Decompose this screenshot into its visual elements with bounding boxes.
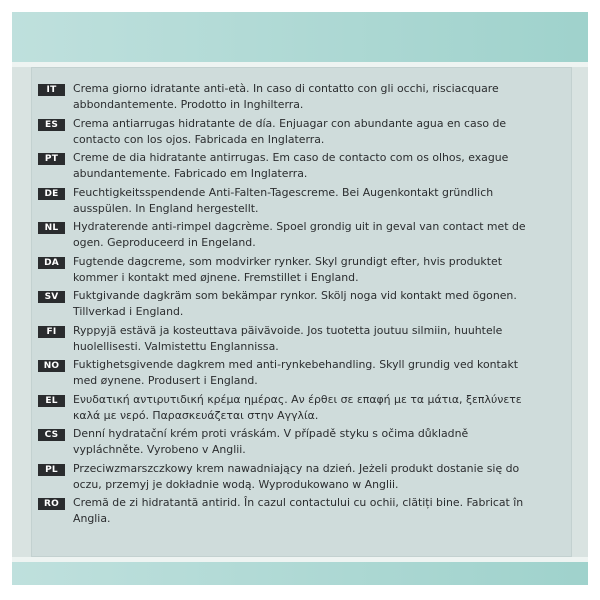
language-text: Cremă de zi hidratantă antirid. În cazul contactului cu ochii, clătiți bine. Fabricat în Anglia. [73, 496, 524, 525]
language-entry-pl [38, 461, 566, 496]
language-code-badge: SV [38, 291, 65, 303]
language-list [38, 81, 566, 530]
language-code-badge: EL [38, 395, 65, 407]
language-code-badge: FI [38, 326, 65, 338]
language-text: Crema giorno idratante anti-età. In caso di contatto con gli occhi, risciacquare abbondantemente. Prodotto in Inghilterra. [73, 82, 499, 111]
language-entry-no [38, 357, 566, 392]
language-code-badge: RO [38, 498, 65, 510]
language-entry-sv [38, 288, 566, 323]
language-text: Fuktighetsgivende dagkrem med anti-rynkebehandling. Skyll grundig ved kontakt med øynene. Produsert i England. [73, 358, 519, 387]
language-code-badge: IT [38, 84, 65, 96]
language-entry-es [38, 116, 566, 151]
language-code-badge: ES [38, 119, 65, 131]
language-code-badge: CS [38, 429, 65, 441]
language-text: Ενυδατική αντιρυτιδική κρέμα ημέρας. Αν έρθει σε επαφή με τα μάτια, ξεπλύνετε καλά με νερό. Παρασκευάζεται στην Αγγλία. [73, 392, 522, 422]
language-entry-nl [38, 219, 566, 254]
language-text: Hydraterende anti-rimpel dagcrème. Spoel grondig uit in geval van contact met de ogen. Geproduceerd in Engeland. [73, 220, 526, 249]
bottom-color-band [12, 562, 588, 585]
language-text: Creme de dia hidratante antirrugas. Em caso de contacto com os olhos, exague abundantemente. Fabricado em Inglaterra. [73, 151, 509, 180]
language-text: Crema antiarrugas hidratante de día. Enjuagar con abundante agua en caso de contacto con los ojos. Fabricada en Inglaterra. [73, 116, 507, 146]
language-entry-de [38, 185, 566, 220]
language-entry-it [38, 81, 566, 116]
language-text: Ryppyjä estävä ja kosteuttava päivävoide. Jos tuotetta joutuu silmiin, huuhtele huolellisesti. Valmistettu Englannissa. [73, 323, 503, 353]
language-entry-fi [38, 323, 566, 358]
language-code-badge: DE [38, 188, 65, 200]
language-code-badge: NO [38, 360, 65, 372]
language-code-badge: PT [38, 153, 65, 165]
language-entry-cs [38, 426, 566, 461]
language-text: Denní hydratační krém proti vráskám. V případě styku s očima důkladně vypláchněte. Vyrobeno v Anglii. [73, 427, 469, 456]
language-text: Fugtende dagcreme, som modvirker rynker. Skyl grundigt efter, hvis produktet kommer i kontakt med øjnene. Fremstillet i England. [73, 254, 502, 284]
language-text: Feuchtigkeitsspendende Anti-Falten-Tagescreme. Bei Augenkontakt gründlich ausspülen. In England hergestellt. [73, 185, 494, 215]
language-code-badge: PL [38, 464, 65, 476]
language-text: Przeciwzmarszczkowy krem nawadniający na dzień. Jeżeli produkt dostanie się do oczu, przemyj je dokładnie wodą. Wyprodukowano w Anglii. [73, 461, 520, 491]
language-entry-ro [38, 495, 566, 530]
language-text: Fuktgivande dagkräm som bekämpar rynkor. Skölj noga vid kontakt med ögonen. Tillverkad i England. [73, 289, 517, 318]
top-color-band [12, 12, 588, 62]
language-entry-da [38, 254, 566, 289]
language-code-badge: DA [38, 257, 65, 269]
language-code-badge: NL [38, 222, 65, 234]
language-entry-pt [38, 150, 566, 185]
language-entry-el [38, 392, 566, 427]
